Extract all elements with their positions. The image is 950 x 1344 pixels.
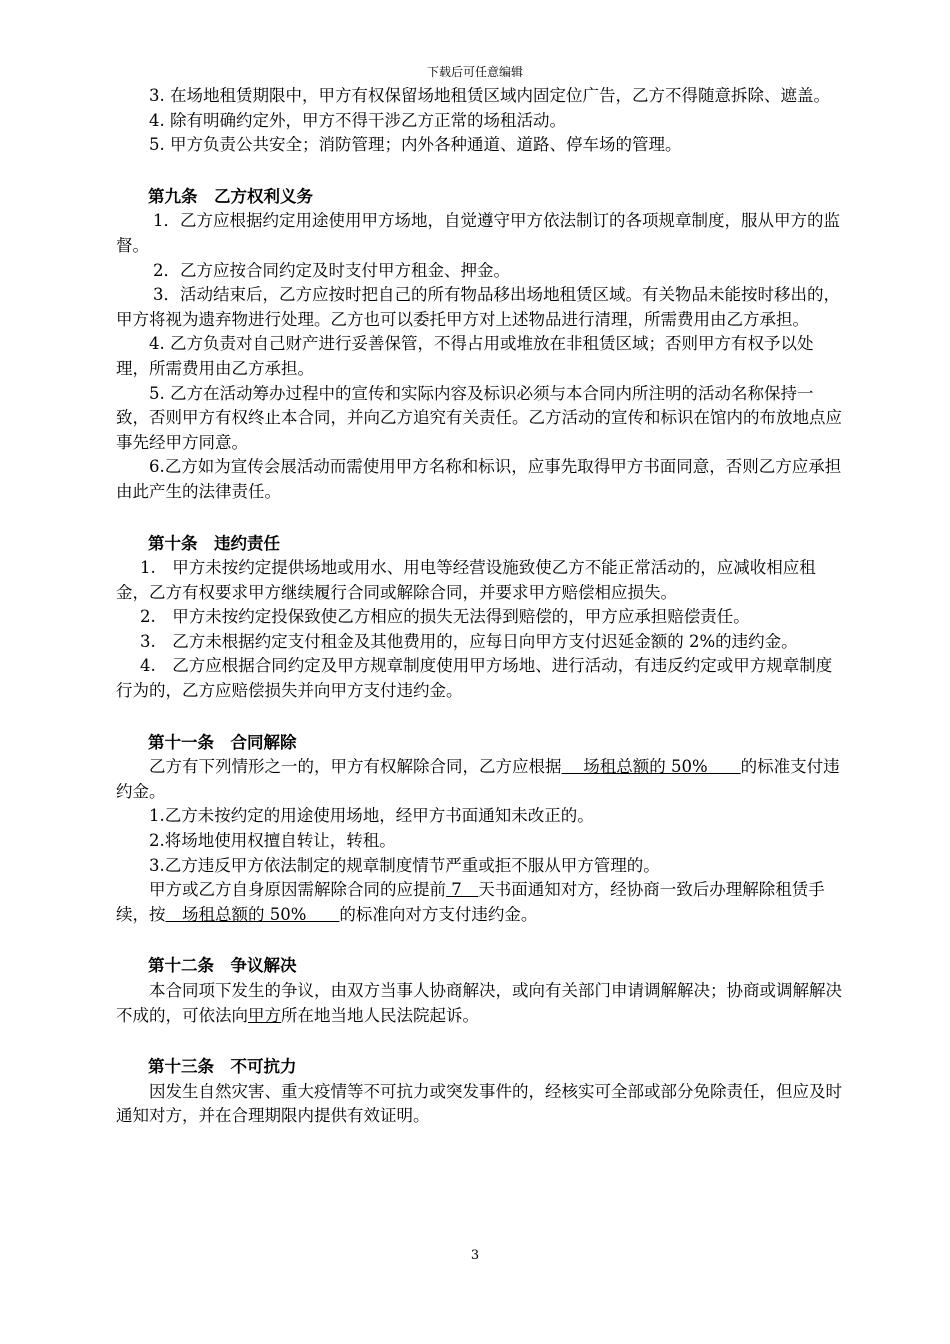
text-run: 天书面通知对方，经协商一致后办理解除租赁手续，按 <box>116 880 825 924</box>
section-heading: 第十三条 不可抗力 <box>148 1057 297 1077</box>
paragraph: 6.乙方如为宣传会展活动而需使用甲方名称和标识，应事先取得甲方书面同意，否则乙方应承担由此产生的法律责任。 <box>116 457 842 501</box>
paragraph: 1. 甲方未按约定提供场地或用水、用电等经营设施致使乙方不能正常活动的，应减收相应租金，乙方有权要求甲方继续履行合同或解除合同，并要求甲方赔偿相应损失。 <box>116 558 816 602</box>
paragraph <box>116 755 844 804</box>
paragraph: 3. 乙方未根据约定支付租金及其他费用的，应每日向甲方支付迟延金额的 2%的违约金。 <box>140 631 798 651</box>
paragraph: 2．乙方应按合同约定及时支付甲方租金、押金。 <box>153 260 510 280</box>
paragraph: 3. 在场地租赁期限中，甲方有权保留场地租赁区域内固定位广告，乙方不得随意拆除、遮盖。 <box>149 86 830 105</box>
section-heading: 第十一条 合同解除 <box>148 732 297 752</box>
paragraph: 5. 甲方负责公共安全；消防管理；内外各种通道、道路、停车场的管理。 <box>149 135 682 155</box>
text-run: 乙方有下列情形之一的，甲方有权解除合同，乙方应根据 <box>149 757 562 777</box>
text-run: 的标准向对方支付违约金。 <box>339 904 538 924</box>
list-item: 1.乙方未按约定的用途使用场地，经甲方书面通知未改正的。 <box>149 806 594 826</box>
paragraph: 2. 甲方未按约定投保致使乙方相应的损失无法得到赔偿的，甲方应承担赔偿责任。 <box>140 607 750 627</box>
paragraph <box>116 979 844 1028</box>
paragraph: 5. 乙方在活动筹办过程中的宣传和实际内容及标识必须与本合同内所注明的活动名称保持一致，否则甲方有权终止本合同，并向乙方追究有关责任。乙方活动的宣传和标识在馆内的布放地点应事先经甲方同意。 <box>116 383 842 452</box>
text-run: 的标准支付违约金。 <box>116 757 840 801</box>
list-item: 3.乙方违反甲方依法制定的规章制度情节严重或拒不服从甲方管理的。 <box>149 855 660 875</box>
text-run: 本合同项下发生的争议，由双方当事人协商解决，或向有关部门申请调解解决；协商或调解解决不成的，可依法向 <box>116 981 842 1025</box>
paragraph: 因发生自然灾害、重大疫情等不可抗力或突发事件的，经核实可全部或部分免除责任，但应及时通知对方，并在合理期限内提供有效证明。 <box>116 1081 842 1126</box>
section-heading: 第十条 违约责任 <box>148 533 280 553</box>
text-run: 甲方或乙方自身原因需解除合同的应提前 <box>149 880 446 900</box>
paragraph <box>116 878 844 927</box>
fill-blank: 场租总额的 50% <box>165 904 340 924</box>
page-header: 下载后可任意编辑 <box>426 65 523 79</box>
paragraph: 1．乙方应根据约定用途使用甲方场地，自觉遵守甲方依法制订的各项规章制度，服从甲方的监督。 <box>116 211 840 255</box>
fill-blank: 场租总额的 50% <box>561 757 741 777</box>
page-content <box>116 84 844 1129</box>
section-heading: 第九条 乙方权利义务 <box>148 186 313 206</box>
page-number: 3 <box>470 1248 480 1263</box>
fill-blank: 7 <box>446 880 479 900</box>
fill-blank: 甲方 <box>248 1005 281 1025</box>
section-heading: 第十二条 争议解决 <box>148 956 297 976</box>
paragraph: 4. 除有明确约定外，甲方不得干涉乙方正常的场租活动。 <box>149 110 566 130</box>
paragraph: 4. 乙方负责对自己财产进行妥善保管，不得占用或堆放在非租赁区域；否则甲方有权予以处理，所需费用由乙方承担。 <box>116 334 814 378</box>
list-item: 2.将场地使用权擅自转让，转租。 <box>149 831 396 851</box>
paragraph: 4. 乙方应根据合同约定及甲方规章制度使用甲方场地、进行活动，有违反约定或甲方规章制度行为的，乙方应赔偿损失并向甲方支付违约金。 <box>116 656 833 701</box>
paragraph: 3．活动结束后，乙方应按时把自己的所有物品移出场地租赁区域。有关物品未能按时移出的，甲方将视为遗弃物进行处理。乙方也可以委托甲方对上述物品进行清理，所需费用由乙方承担。 <box>116 285 840 329</box>
text-run: 所在地当地人民法院起诉。 <box>281 1005 479 1025</box>
